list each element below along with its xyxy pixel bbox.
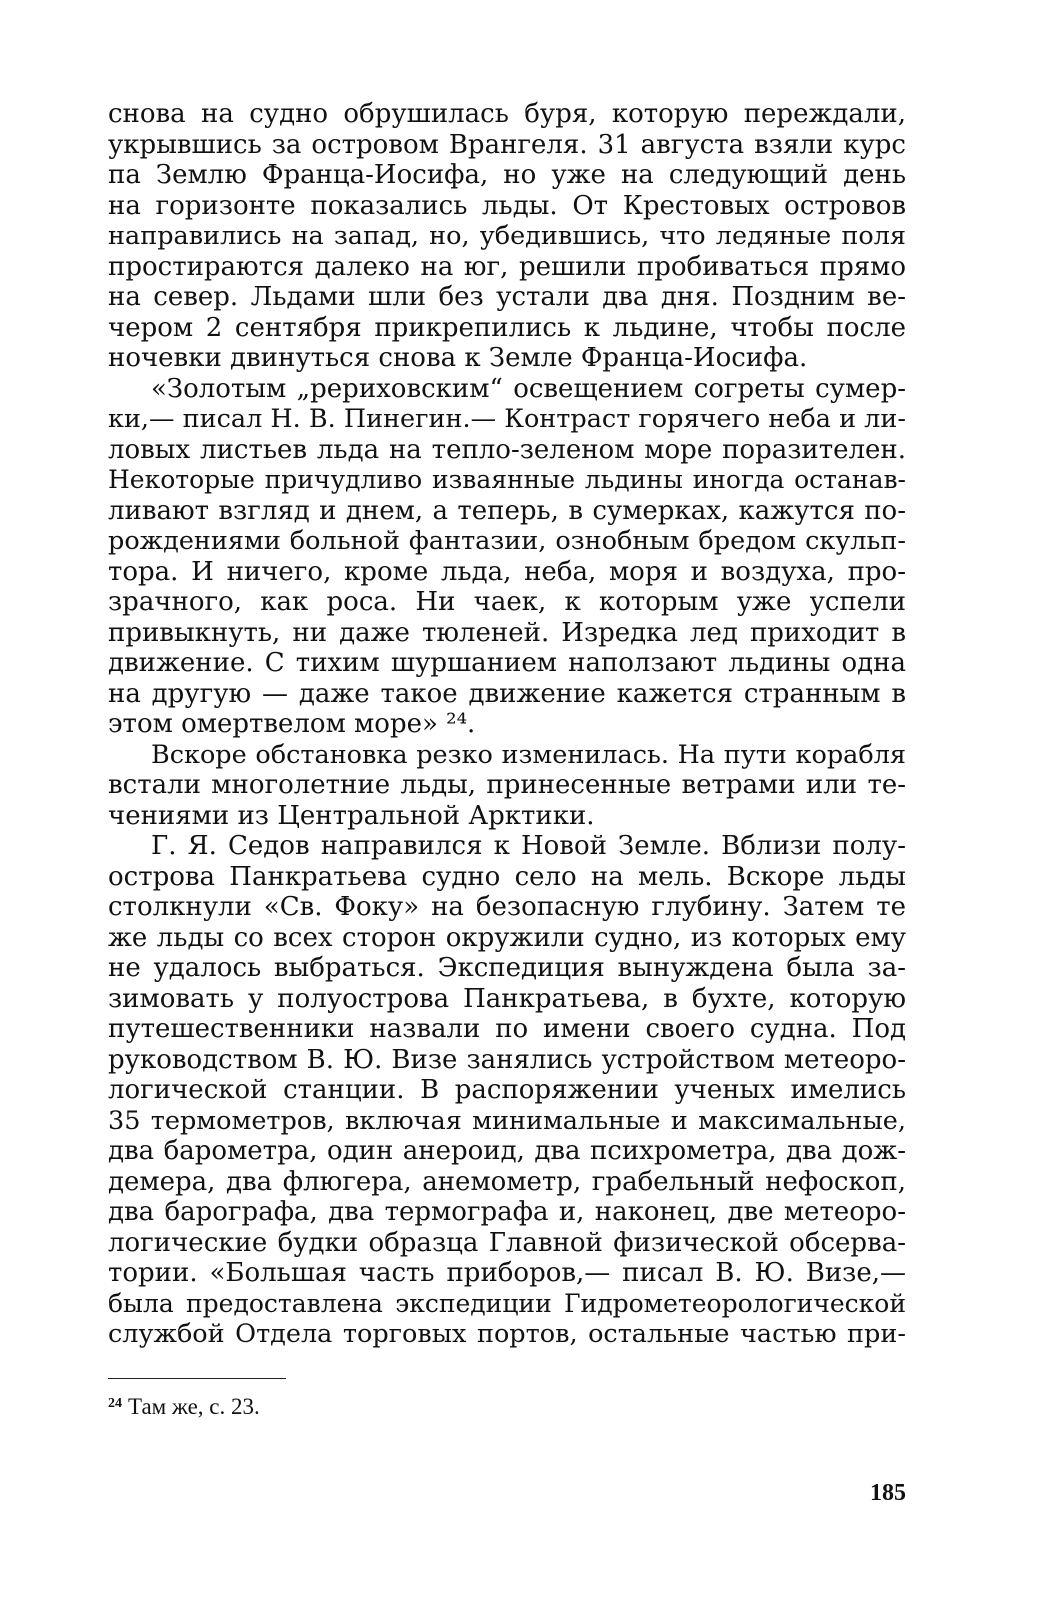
text-line: логической станции. В распоряжении ученых имелись [108,1075,906,1105]
text-line: была предоставлена экспедиции Гидрометеорологической [108,1288,906,1318]
text-line: путешественники назвали по имени своего судна. Под [108,1014,906,1044]
text-line: демера, два флюгера, анемометр, грабельный нефоскоп, [108,1166,906,1197]
text-line: на другую — даже такое движение кажется странным в [108,678,906,709]
footnote-marker: 24 [108,1396,122,1411]
text-line: же льды со всех сторон окружили судно, из которых ему [108,922,906,953]
page-number: 185 [870,1480,906,1506]
text-line: службой Отдела торговых портов, остальные частью при- [108,1319,906,1349]
text-line: па Землю Франца-Иосифа, но уже на следующий день [108,160,906,190]
text-line: зимовать у полуострова Панкратьева, в бухте, которую [108,983,906,1014]
text-line: столкнули «Св. Фоку» на безопасную глубину. Затем те [108,892,906,922]
text-line: на горизонте показались льды. От Крестовых островов [108,190,906,221]
text-line: Вскоре обстановка резко изменилась. На пути корабля [151,739,906,770]
text-line: чениями из Центральной Арктики. [108,800,595,831]
text-line: тории. «Большая часть приборов,— писал В. Ю. Визе,— [108,1258,906,1288]
text-line: два барометра, один анероид, два психрометра, два дож- [108,1136,906,1166]
text-line: ки,— писал Н. В. Пинегин.— Контраст горячего неба и ли- [108,404,906,434]
text-line: руководством В. Ю. Визе занялись устройством метеоро- [108,1044,906,1075]
text-line: ночевки двинуться снова к Земле Франца-Иосифа. [108,343,808,373]
text-line: этом омертвелом море» ²⁴. [108,709,476,739]
text-line: рождениями больной фантазии, ознобным бредом скульп- [108,526,906,556]
text-line: 35 термометров, включая минимальные и максимальные, [108,1105,906,1136]
text-line: встали многолетние льды, принесенные ветрами или те- [108,770,906,800]
text-line: острова Панкратьева судно село на мель. Вскоре льды [108,861,906,892]
footnote-divider [108,1378,286,1379]
text-line: снова на судно обрушилась буря, которую переждали, [108,99,906,129]
text-line: «Золотым „рериховским“ освещением согреты сумер- [151,373,906,404]
text-line: движение. С тихим шуршанием наползают льдины одна [108,648,906,678]
text-line: зрачного, как роса. Ни чаек, к которым уже успели [108,587,906,617]
footnote [108,1390,260,1421]
text-line: ловых листьев льда на тепло-зеленом море поразителен. [108,434,906,465]
text-line: два барографа, два термографа и, наконец, две метеоро- [108,1197,906,1227]
text-line: укрывшись за островом Врангеля. 31 августа взяли курс [108,129,906,160]
text-line: тора. И ничего, кроме льда, неба, моря и воздуха, про- [108,556,906,587]
footnote-text: Там же, с. 23. [128,1394,260,1419]
text-line: направились на запад, но, убедившись, что ледяные поля [108,221,906,251]
text-line: логические будки образца Главной физической обсерва- [108,1227,906,1258]
text-line: Г. Я. Седов направился к Новой Земле. Вблизи полу- [151,831,906,861]
text-line: ливают взгляд и днем, а теперь, в сумерках, кажутся по- [108,495,906,526]
text-line: чером 2 сентября прикрепились к льдине, чтобы после [108,312,906,343]
text-line: простираются далеко на юг, решили пробиваться прямо [108,251,906,282]
text-line: Некоторые причудливо изваянные льдины иногда останав- [108,465,906,494]
text-line: привыкнуть, ни даже тюленей. Изредка лед приходит в [108,617,906,648]
text-line: не удалось выбраться. Экспедиция вынуждена была за- [108,953,906,983]
body-text [108,99,906,1350]
text-line: на север. Льдами шли без устали два дня. Поздним ве- [108,282,906,312]
